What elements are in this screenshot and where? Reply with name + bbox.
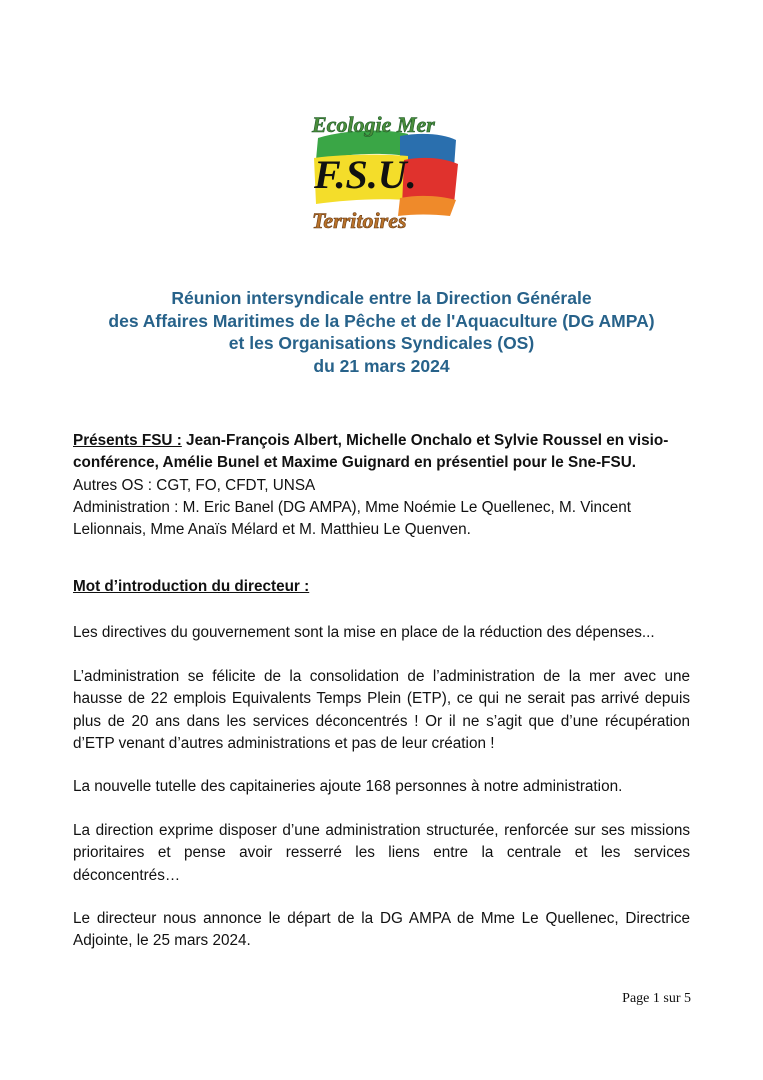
logo-top-text: Ecologie Mer	[312, 112, 435, 137]
logo-bottom-text: Territoires	[312, 208, 407, 233]
paragraph-1: Les directives du gouvernement sont la mise en place de la réduction des dépenses...	[73, 624, 655, 641]
section-title: Mot d’introduction du directeur :	[73, 578, 310, 595]
document-title	[60, 287, 703, 377]
fsu-logo	[304, 104, 462, 236]
logo-orange-stroke	[398, 196, 456, 216]
page-number: Page 1 sur 5	[622, 991, 691, 1006]
title-line-1: Réunion intersyndicale entre la Direction Générale	[171, 288, 592, 308]
fsu-attendees	[73, 430, 693, 475]
logo-main-text: F.S.U.	[314, 152, 417, 197]
paragraph-5: Le directeur nous annonce le départ de la DG AMPA de Mme Le Quellenec, Directrice Adjointe, le 25 mars 2024.	[73, 910, 690, 950]
fsu-logo-graphic	[304, 104, 462, 236]
attendees-block	[73, 430, 693, 541]
paragraph-3: La nouvelle tutelle des capitaineries ajoute 168 personnes à notre administration.	[73, 778, 623, 795]
administration-attendees: Administration : M. Eric Banel (DG AMPA), Mme Noémie Le Quellenec, M. Vincent Lelionnais, Mme Anaïs Mélard et M. Matthieu Le Quenven.	[73, 498, 631, 539]
paragraph-4: La direction exprime disposer d’une administration structurée, renforcée sur ses missions prioritaires et pense avoir resserré les liens entre la centrale et les services déconcentrés…	[73, 822, 690, 884]
title-line-2: des Affaires Maritimes de la Pêche et de l'Aquaculture (DG AMPA)	[108, 310, 655, 331]
other-unions: Autres OS : CGT, FO, CFDT, UNSA	[73, 476, 316, 494]
title-line-3: et les Organisations Syndicales (OS)	[228, 333, 535, 353]
title-line-4: du 21 mars 2024	[313, 355, 450, 376]
presents-label: Présents FSU :	[73, 432, 182, 449]
paragraph-2: L’administration se félicite de la consolidation de l’administration de la mer avec une hausse de 22 emplois Equivalents Temps Plein (ETP), ce qui ne serait pas arrivé depuis plus de 20 ans dans les services déconcentrés ! Or il ne s’agit que d’une récupération d’ETP venant d’autres administrations et pas de leur création !	[73, 668, 690, 752]
fsu-attendees-text: Jean-François Albert, Michelle Onchalo et Sylvie Roussel en visio-conférence, Amélie Bunel et Maxime Guignard en présentiel pour le Sne-FSU.	[73, 432, 669, 472]
